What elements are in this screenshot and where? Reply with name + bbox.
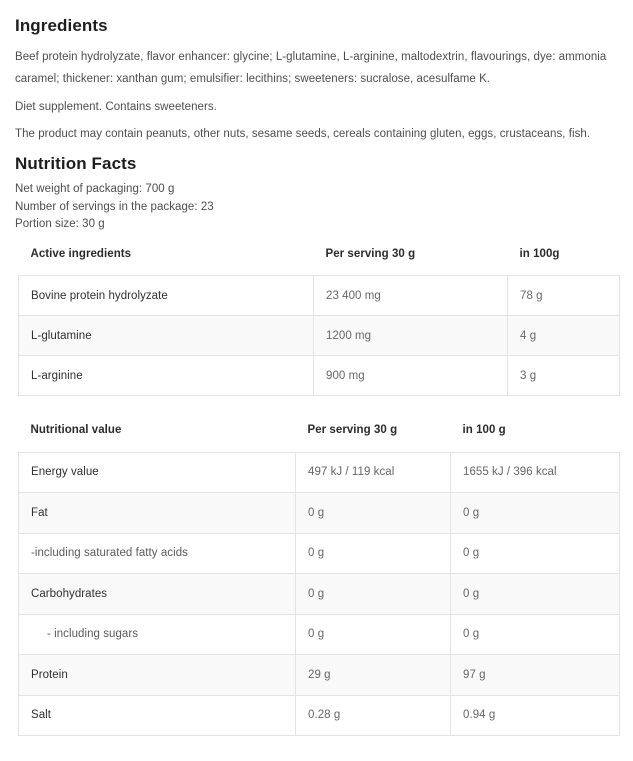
table-row [19, 493, 620, 534]
per-serving-value: 1200 mg [314, 316, 508, 356]
per-100g-value: 97 g [451, 655, 620, 696]
row-label: Carbohydrates [19, 574, 296, 615]
servings-count-text: Number of servings in the package: 23 [15, 200, 214, 213]
per-serving-value: 900 mg [314, 356, 508, 396]
column-header-per-serving: Per serving 30 g [307, 424, 398, 436]
per-serving-value: 0 g [296, 533, 451, 574]
active-ingredients-table-header [19, 248, 620, 276]
per-serving-value: 497 kJ / 119 kcal [296, 452, 451, 493]
per-serving-value: 0 g [296, 614, 451, 655]
header-row [19, 424, 620, 452]
column-header-nutritional-value: Nutritional value [30, 424, 122, 436]
nutritional-value-table [18, 424, 620, 736]
column-header-per-100g: in 100g [519, 247, 560, 260]
per-100g-value: 0 g [451, 614, 620, 655]
nutritional-value-table-header [19, 424, 620, 452]
row-label: -including saturated fatty acids [19, 533, 296, 574]
column-header-per-100g: in 100 g [462, 424, 506, 436]
table-row [19, 276, 620, 316]
per-100g-value: 0 g [451, 533, 620, 574]
per-serving-value: 29 g [296, 655, 451, 696]
supplement-note-text: Diet supplement. Contains sweeteners. [15, 101, 217, 113]
column-header-active-ingredients: Active ingredients [30, 247, 132, 260]
per-100g-value: 0.94 g [451, 695, 620, 736]
product-details-page [0, 14, 633, 761]
table-row [19, 695, 620, 736]
row-label: Energy value [19, 452, 296, 493]
ingredients-title: Ingredients [15, 16, 108, 35]
row-label: Salt [19, 695, 296, 736]
per-serving-value: 23 400 mg [314, 276, 508, 316]
row-label: Fat [19, 493, 296, 534]
row-label: Bovine protein hydrolyzate [19, 276, 314, 316]
per-100g-value: 0 g [451, 574, 620, 615]
per-100g-value: 1655 kJ / 396 kcal [451, 452, 620, 493]
package-meta [15, 181, 619, 234]
ingredients-section [15, 14, 619, 145]
table-row [19, 452, 620, 493]
column-header-per-serving: Per serving 30 g [325, 247, 416, 260]
portion-size-text: Portion size: 30 g [15, 218, 105, 230]
header-row [19, 248, 620, 276]
row-label: - including sugars [19, 614, 296, 655]
row-label: Protein [19, 655, 296, 696]
row-label: L-arginine [19, 356, 314, 396]
allergen-note-text: The product may contain peanuts, other nuts, sesame seeds, cereals containing gluten, eggs, crustaceans, fish. [15, 128, 591, 140]
nutrition-facts-section [15, 152, 619, 736]
table-row [19, 533, 620, 574]
ingredients-composition-text: Beef protein hydrolyzate, flavor enhancer: glycine; L-glutamine, L-arginine, maltodextrin, flavourings, dye: ammonia caramel; thickener: xanthan gum; emulsifier: lecithins; sweeteners: sucralose, acesulfame K. [15, 51, 607, 85]
per-serving-value: 0 g [296, 574, 451, 615]
per-100g-value: 4 g [508, 316, 620, 356]
net-weight-text: Net weight of packaging: 700 g [15, 183, 175, 195]
per-100g-value: 3 g [508, 356, 620, 396]
per-100g-value: 78 g [508, 276, 620, 316]
row-label: L-glutamine [19, 316, 314, 356]
table-row [19, 356, 620, 396]
per-100g-value: 0 g [451, 493, 620, 534]
active-ingredients-table [18, 248, 620, 397]
per-serving-value: 0 g [296, 493, 451, 534]
table-row [19, 574, 620, 615]
table-row [19, 655, 620, 696]
per-serving-value: 0.28 g [296, 695, 451, 736]
nutrition-facts-title: Nutrition Facts [15, 154, 137, 173]
table-row [19, 316, 620, 356]
table-row [19, 614, 620, 655]
